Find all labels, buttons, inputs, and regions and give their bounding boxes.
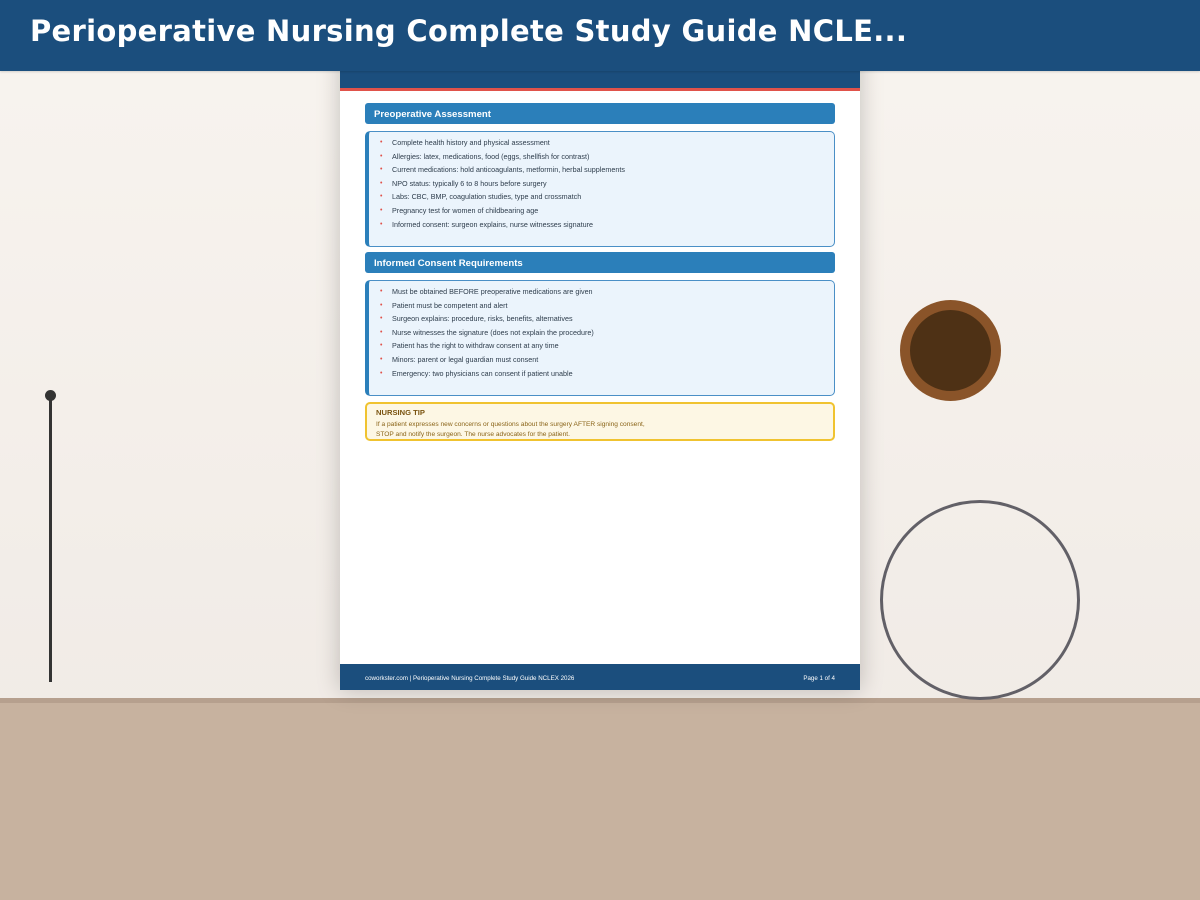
list-item: • Informed consent: surgeon explains, nurse witnesses signature: [385, 218, 824, 232]
tip-line-2: STOP and notify the surgeon. The nurse advocates for the patient.: [376, 430, 570, 438]
list-item: • Surgeon explains: procedure, risks, benefits, alternatives: [385, 312, 824, 326]
list-item: • Nurse witnesses the signature (does not explain the procedure): [385, 326, 824, 340]
bullet-icon: •: [380, 301, 383, 309]
bullet-icon: •: [380, 369, 383, 377]
desk-surface: [0, 698, 1200, 900]
list-item: • Current medications: hold anticoagulants, metformin, herbal supplements: [385, 163, 824, 177]
section-box-informed-consent: [365, 280, 835, 396]
list-item: • Pregnancy test for women of childbearing age: [385, 204, 824, 218]
cable-ring: [880, 500, 1080, 700]
bullet-icon: •: [380, 193, 383, 201]
bullet-icon: •: [380, 166, 383, 174]
document-page: [340, 40, 860, 690]
footer-source: coworkster.com | Perioperative Nursing Complete Study Guide NCLEX 2026: [365, 675, 575, 682]
list-item: • Complete health history and physical assessment: [385, 136, 824, 150]
section-title-informed-consent: Informed Consent Requirements: [365, 252, 835, 273]
list-item: • NPO status: typically 6 to 8 hours before surgery: [385, 177, 824, 191]
tip-text: [376, 420, 824, 439]
document-title: Perioperative Nursing Complete Study Guide NCLE...: [30, 14, 908, 48]
bullet-icon: •: [380, 328, 383, 336]
list-item: • Must be obtained BEFORE preoperative medications are given: [385, 285, 824, 299]
page-footer: [340, 664, 860, 690]
bullet-list: [380, 136, 824, 231]
list-item: • Emergency: two physicians can consent if patient unable: [385, 367, 824, 381]
bullet-icon: •: [380, 315, 383, 323]
list-item: • Allergies: latex, medications, food (eggs, shellfish for contrast): [385, 150, 824, 164]
bullet-icon: •: [380, 220, 383, 228]
page-number: Page 1 of 4: [803, 675, 835, 682]
bullet-icon: •: [380, 288, 383, 295]
coffee: [910, 310, 991, 391]
bullet-icon: •: [380, 179, 383, 187]
bullet-icon: •: [380, 206, 383, 214]
nursing-tip-callout: [365, 402, 835, 441]
bullet-icon: •: [380, 355, 383, 363]
bullet-icon: •: [380, 139, 383, 146]
list-item: • Minors: parent or legal guardian must consent: [385, 353, 824, 367]
top-banner: [0, 0, 1200, 71]
list-item: • Patient must be competent and alert: [385, 299, 824, 313]
bullet-icon: •: [380, 152, 383, 160]
section-title-preoperative-assessment: Preoperative Assessment: [365, 103, 835, 124]
list-item: • Labs: CBC, BMP, coagulation studies, type and crossmatch: [385, 190, 824, 204]
section-box-preoperative-assessment: [365, 131, 835, 247]
list-item: • Patient has the right to withdraw consent at any time: [385, 339, 824, 353]
lamp-pole: [49, 396, 52, 682]
bullet-icon: •: [380, 342, 383, 350]
bullet-list: [380, 285, 824, 380]
coffee-cup: [900, 300, 1001, 401]
tip-title: NURSING TIP: [376, 408, 425, 417]
tip-line-1: If a patient expresses new concerns or questions about the surgery AFTER signing consent,: [376, 421, 645, 428]
